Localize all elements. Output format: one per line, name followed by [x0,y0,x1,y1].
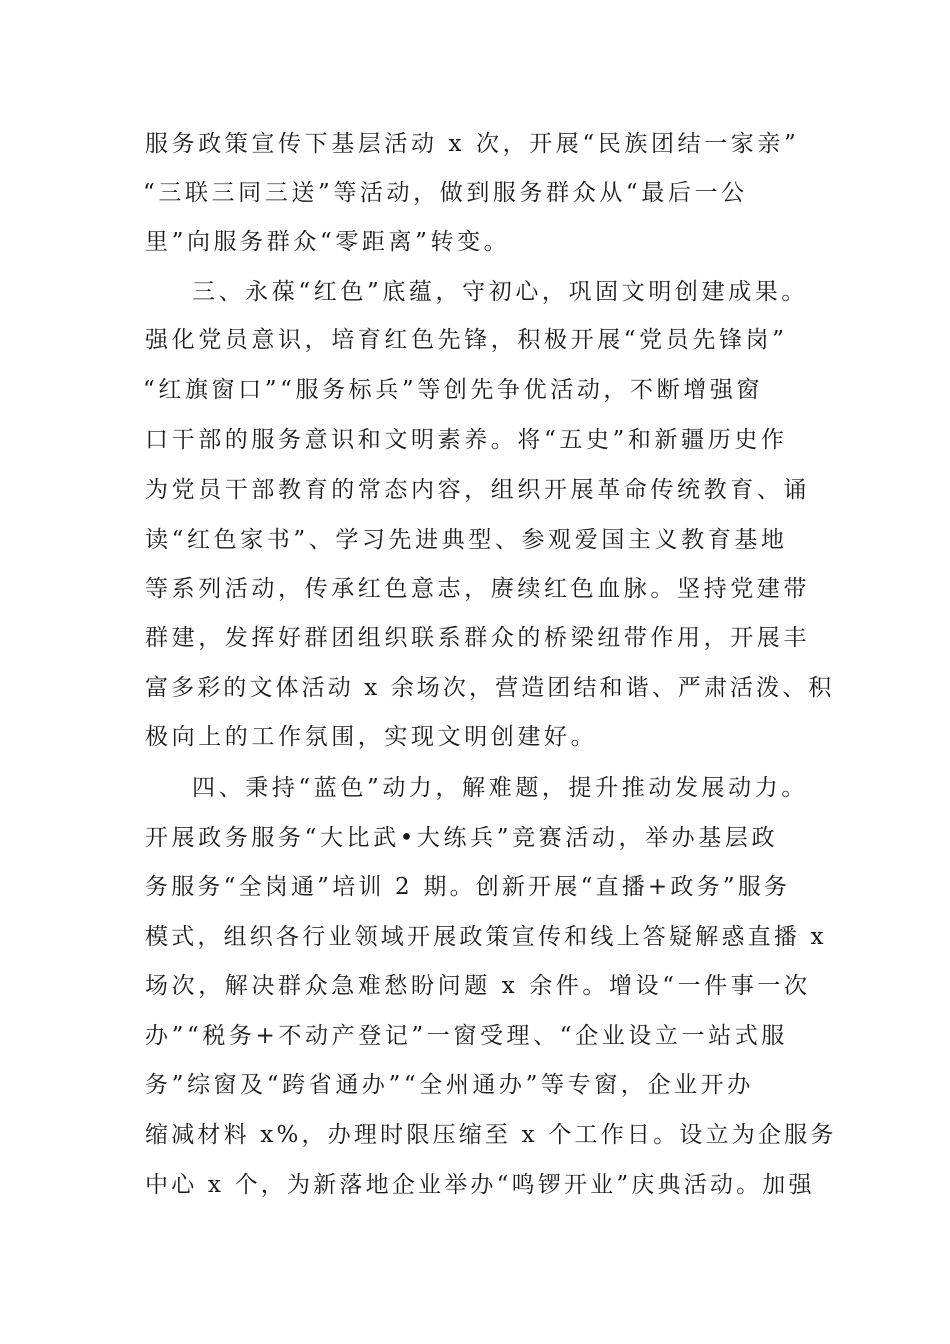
body-text-line: 务”综窗及“跨省通办”“全州通办”等专窗，企业开办 [145,1072,754,1098]
body-text-line: 模式，组织各行业领域开展政策宣传和线上答疑解惑直播 x [145,924,827,950]
body-text-line: 群建，发挥好群团组织联系群众的桥梁纽带作用，开展丰 [145,625,810,651]
body-text-line: “红旗窗口”“服务标兵”等创先争优活动，不断增强窗 [143,377,764,403]
body-text-line: 强化党员意识，培育红色先锋，积极开展“党员先锋岗” [145,327,788,353]
body-text-line: 等系列活动，传承红色意志，赓续红色血脉。坚持党建带 [145,576,810,602]
section-heading-4: 四、秉持“蓝色”动力，解难题，提升推动发展动力。 [192,775,808,801]
section-heading-3: 三、永葆“红色”底蕴，守初心，巩固文明创建成果。 [192,279,808,305]
body-text-line: 缩减材料 x%，办理时限压缩至 x 个工作日。设立为企服务 [145,1122,837,1148]
body-text-line: 极向上的工作氛围，实现文明创建好。 [145,724,598,750]
body-text-line: 读“红色家书”、学习先进典型、参观爱国主义教育基地 [145,527,788,553]
body-text-line: 务服务“全岗通”培训 2 期。创新开展“直播+政务”服务 [145,874,791,900]
body-text-line: 场次，解决群众急难愁盼问题 x 余件。增设“一件事一次 [145,973,811,999]
body-text-line: 富多彩的文体活动 x 余场次，营造团结和谐、严肃活泼、积 [145,675,835,701]
body-text-line: 开展政务服务“大比武•大练兵”竞赛活动，举办基层政 [145,825,779,851]
body-text-line: 服务政策宣传下基层活动 x 次，开展“民族团结一家亲” [145,131,800,157]
body-text-line: 办”“税务+不动产登记”一窗受理、“企业设立一站式服 [145,1023,788,1049]
body-text-line: 为党员干部教育的常态内容，组织开展革命传统教育、诵 [145,477,810,503]
body-text-line: 口干部的服务意识和文明素养。将“五史”和新疆历史作 [145,427,788,453]
body-text-line: “三联三同三送”等活动，做到服务群众从“最后一公 [143,180,748,206]
body-text-line: 中心 x 个，为新落地企业举办“鸣锣开业”庆典活动。加强 [145,1172,815,1198]
body-text-line: 里”向服务群众“零距离”转变。 [145,229,511,255]
